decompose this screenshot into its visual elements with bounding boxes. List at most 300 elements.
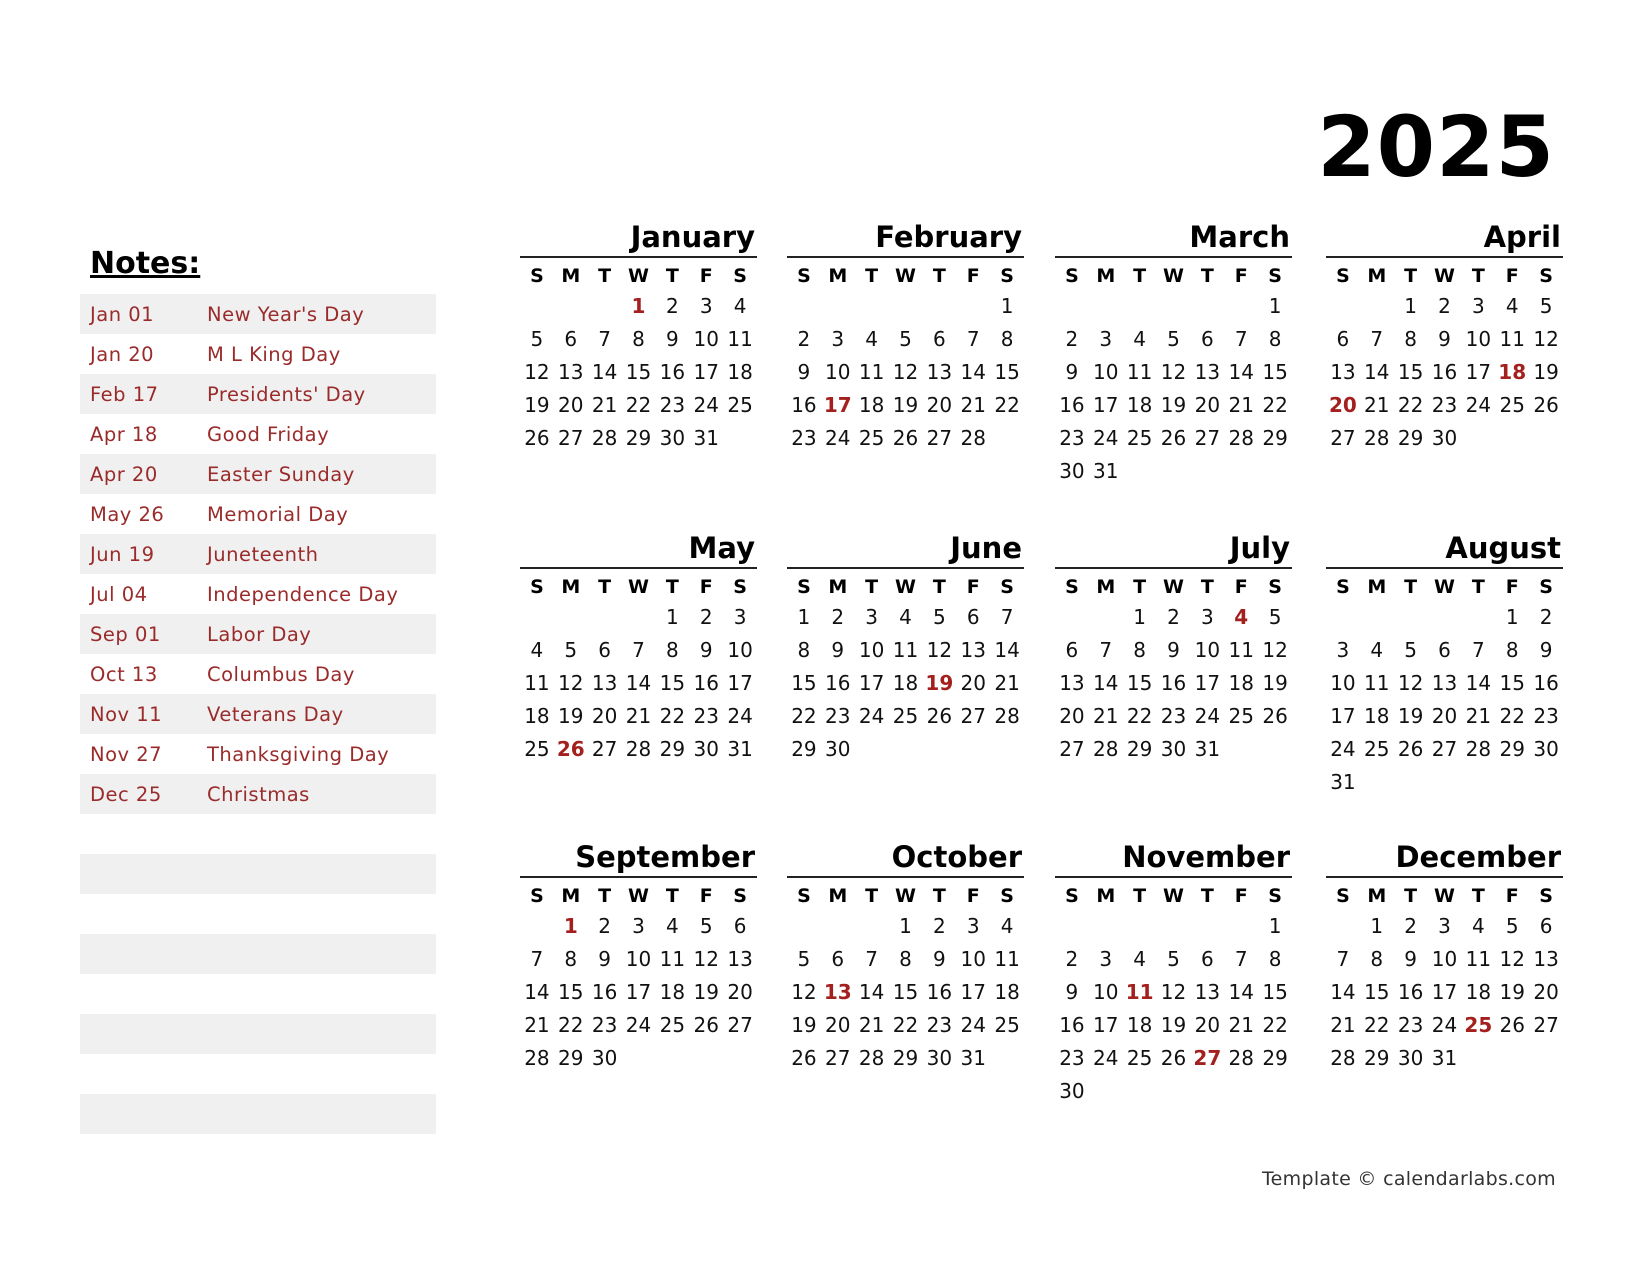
holiday-note-row (80, 494, 436, 534)
day-cell: 10 (1093, 360, 1119, 384)
empty-day (520, 601, 554, 634)
day-cell: 18 (1126, 1013, 1153, 1037)
month-divider (1326, 876, 1563, 878)
weekday-header: T (1200, 885, 1214, 907)
month-divider (1055, 876, 1292, 878)
day-cell: 23 (591, 1013, 618, 1037)
weekday-header: S (733, 576, 747, 598)
day-cell: 17 (858, 671, 885, 695)
empty-day (1089, 601, 1123, 634)
day-cell: 5 (932, 605, 946, 629)
day-cell: 2 (1404, 914, 1417, 938)
day-cell: 3 (1099, 947, 1113, 971)
weekday-header: T (665, 576, 679, 598)
month-march (1055, 220, 1292, 488)
day-cell: 2 (932, 914, 946, 938)
day-cell: 28 (524, 1046, 550, 1070)
day-cell: 22 (791, 704, 817, 728)
blank-note-row (80, 1094, 436, 1134)
day-cell: 25 (1126, 426, 1153, 450)
blank-note-row (80, 854, 436, 894)
day-cell: 7 (966, 327, 980, 351)
day-cell: 21 (994, 671, 1020, 695)
day-cell: 3 (632, 914, 645, 938)
year-title: 2025 (1317, 98, 1555, 196)
day-cell: 28 (591, 426, 618, 450)
empty-day (520, 290, 554, 323)
notes-title: Notes: (90, 246, 201, 281)
weekday-header: T (665, 265, 679, 287)
day-cell: 19 (1397, 704, 1424, 728)
weekday-header: S (797, 885, 811, 907)
weekday-header: S (1268, 576, 1282, 598)
day-cell: 13 (926, 360, 953, 384)
weekday-header: W (1163, 265, 1184, 287)
day-cell: 28 (960, 426, 986, 450)
holiday-day: 17 (823, 393, 852, 417)
day-cell: 25 (994, 1013, 1020, 1037)
day-cell: 20 (1194, 393, 1221, 417)
day-cell: 15 (1364, 980, 1390, 1004)
day-cell: 5 (1505, 914, 1519, 938)
weekday-header: W (628, 265, 649, 287)
holiday-name: M L King Day (207, 342, 341, 366)
holiday-note-row (80, 614, 436, 654)
day-cell: 8 (1133, 638, 1146, 662)
holiday-note-row (80, 454, 436, 494)
holiday-note-row (80, 654, 436, 694)
day-grid (1326, 573, 1563, 799)
weekday-header: W (1434, 885, 1455, 907)
day-cell: 4 (1370, 638, 1384, 662)
day-cell: 9 (598, 947, 611, 971)
day-cell: 15 (558, 980, 584, 1004)
day-cell: 20 (591, 704, 618, 728)
day-cell: 19 (1533, 360, 1559, 384)
weekday-header: W (1434, 576, 1455, 598)
month-name: July (1229, 531, 1290, 565)
day-cell: 7 (865, 947, 878, 971)
month-name: August (1445, 531, 1561, 565)
day-cell: 16 (659, 360, 686, 384)
day-cell: 25 (1499, 393, 1525, 417)
month-september (520, 840, 757, 1075)
day-cell: 6 (564, 327, 578, 351)
day-cell: 6 (1200, 947, 1214, 971)
day-cell: 19 (558, 704, 584, 728)
month-april (1326, 220, 1563, 455)
day-cell: 11 (858, 360, 885, 384)
day-cell: 2 (1539, 605, 1553, 629)
day-cell: 19 (524, 393, 550, 417)
empty-day (554, 290, 588, 323)
weekday-header: W (895, 885, 916, 907)
day-cell: 8 (1268, 327, 1282, 351)
day-cell: 16 (791, 393, 817, 417)
blank-note-row (80, 934, 436, 974)
weekday-header: M (1367, 265, 1387, 287)
weekday-header: S (1336, 885, 1350, 907)
holiday-note-row (80, 414, 436, 454)
day-cell: 24 (727, 704, 753, 728)
day-cell: 2 (699, 605, 713, 629)
day-cell: 2 (831, 605, 845, 629)
empty-day (821, 910, 855, 943)
day-cell: 6 (966, 605, 980, 629)
weekday-header: W (1163, 885, 1184, 907)
day-cell: 5 (1167, 947, 1180, 971)
day-cell: 29 (1364, 1046, 1390, 1070)
holiday-note-row (80, 334, 436, 374)
weekday-header: M (1367, 885, 1387, 907)
month-divider (787, 256, 1024, 258)
day-cell: 24 (858, 704, 885, 728)
day-cell: 25 (727, 393, 753, 417)
day-cell: 29 (625, 426, 652, 450)
month-december (1326, 840, 1563, 1075)
day-cell: 29 (1262, 426, 1288, 450)
empty-day (1055, 601, 1089, 634)
day-cell: 24 (1093, 1046, 1119, 1070)
holiday-day: 26 (556, 737, 585, 761)
day-cell: 16 (1059, 393, 1085, 417)
month-name: October (891, 840, 1022, 874)
day-cell: 12 (1397, 671, 1424, 695)
day-cell: 31 (727, 737, 753, 761)
day-cell: 15 (1397, 360, 1424, 384)
day-cell: 29 (558, 1046, 584, 1070)
holiday-date: Sep 01 (90, 622, 161, 646)
day-cell: 4 (1471, 914, 1485, 938)
holiday-date: Nov 11 (90, 702, 163, 726)
day-cell: 11 (727, 327, 753, 351)
day-cell: 1 (1268, 294, 1282, 318)
day-cell: 8 (632, 327, 645, 351)
holiday-note-row (80, 774, 436, 814)
day-cell: 19 (892, 393, 919, 417)
day-cell: 5 (797, 947, 811, 971)
day-cell: 12 (1499, 947, 1525, 971)
day-cell: 6 (831, 947, 845, 971)
day-cell: 30 (1397, 1046, 1424, 1070)
day-cell: 13 (1194, 980, 1221, 1004)
day-cell: 9 (831, 638, 845, 662)
day-cell: 5 (1167, 327, 1180, 351)
day-cell: 17 (1431, 980, 1458, 1004)
blank-note-row (80, 894, 436, 934)
day-cell: 22 (659, 704, 686, 728)
day-cell: 12 (926, 638, 953, 662)
day-cell: 31 (960, 1046, 986, 1070)
day-cell: 7 (598, 327, 611, 351)
day-cell: 3 (699, 294, 713, 318)
day-cell: 30 (1533, 737, 1559, 761)
day-cell: 3 (1336, 638, 1350, 662)
holiday-note-row (80, 294, 436, 334)
day-cell: 4 (1505, 294, 1519, 318)
day-cell: 20 (1194, 1013, 1221, 1037)
day-cell: 27 (960, 704, 986, 728)
month-name: December (1395, 840, 1561, 874)
holiday-note-row (80, 574, 436, 614)
weekday-header: M (828, 885, 848, 907)
day-cell: 14 (994, 638, 1020, 662)
day-cell: 8 (1268, 947, 1282, 971)
weekday-header: F (1505, 885, 1519, 907)
day-cell: 19 (693, 980, 719, 1004)
day-cell: 22 (625, 393, 652, 417)
day-cell: 13 (960, 638, 986, 662)
day-cell: 24 (1431, 1013, 1458, 1037)
day-cell: 18 (1364, 704, 1390, 728)
day-cell: 6 (932, 327, 946, 351)
empty-day (1224, 910, 1258, 943)
day-cell: 17 (960, 980, 986, 1004)
weekday-header: W (895, 265, 916, 287)
day-cell: 19 (1262, 671, 1288, 695)
day-cell: 27 (591, 737, 618, 761)
weekday-header: W (628, 576, 649, 598)
day-cell: 22 (994, 393, 1020, 417)
day-cell: 10 (727, 638, 753, 662)
holiday-name: Independence Day (207, 582, 399, 606)
empty-day (1157, 910, 1191, 943)
empty-day (622, 601, 656, 634)
day-grid (1055, 573, 1292, 766)
holiday-name: Memorial Day (207, 502, 349, 526)
day-cell: 16 (1059, 1013, 1085, 1037)
month-february (787, 220, 1024, 455)
weekday-header: W (1434, 265, 1455, 287)
day-cell: 28 (1465, 737, 1492, 761)
day-cell: 20 (558, 393, 584, 417)
day-cell: 20 (1533, 980, 1559, 1004)
day-cell: 11 (1228, 638, 1254, 662)
day-cell: 14 (1364, 360, 1390, 384)
day-cell: 21 (591, 393, 618, 417)
day-cell: 27 (558, 426, 584, 450)
day-cell: 20 (1059, 704, 1085, 728)
day-cell: 9 (1539, 638, 1553, 662)
day-cell: 13 (558, 360, 584, 384)
day-cell: 15 (791, 671, 817, 695)
day-cell: 24 (960, 1013, 986, 1037)
day-cell: 24 (825, 426, 851, 450)
weekday-header: M (1096, 265, 1116, 287)
day-cell: 9 (1167, 638, 1180, 662)
day-cell: 3 (865, 605, 878, 629)
day-cell: 2 (598, 914, 611, 938)
day-cell: 26 (524, 426, 550, 450)
day-cell: 23 (926, 1013, 953, 1037)
day-cell: 19 (791, 1013, 817, 1037)
day-cell: 10 (1330, 671, 1356, 695)
holiday-day: 18 (1498, 360, 1527, 384)
day-cell: 23 (1533, 704, 1559, 728)
empty-day (1224, 290, 1258, 323)
day-grid (1055, 262, 1292, 488)
day-cell: 22 (1364, 1013, 1390, 1037)
day-cell: 13 (1059, 671, 1085, 695)
weekday-header: M (1096, 576, 1116, 598)
day-cell: 20 (727, 980, 753, 1004)
day-cell: 18 (1126, 393, 1153, 417)
day-cell: 18 (524, 704, 550, 728)
day-cell: 24 (625, 1013, 652, 1037)
holiday-day: 13 (823, 980, 852, 1004)
day-cell: 27 (926, 426, 953, 450)
month-divider (520, 567, 757, 569)
day-cell: 6 (733, 914, 747, 938)
weekday-header: M (828, 576, 848, 598)
day-cell: 27 (1059, 737, 1085, 761)
blank-note-row (80, 1014, 436, 1054)
holiday-name: Juneteenth (207, 542, 319, 566)
day-cell: 23 (659, 393, 686, 417)
day-cell: 7 (1234, 947, 1248, 971)
day-cell: 25 (1126, 1046, 1153, 1070)
empty-day (1326, 910, 1360, 943)
weekday-header: T (1200, 265, 1214, 287)
day-grid (1055, 882, 1292, 1108)
weekday-header: T (1404, 885, 1418, 907)
empty-day (1394, 601, 1428, 634)
day-cell: 12 (524, 360, 550, 384)
weekday-header: F (966, 265, 980, 287)
day-cell: 25 (892, 704, 919, 728)
day-cell: 1 (665, 605, 679, 629)
day-cell: 26 (1160, 426, 1187, 450)
day-cell: 28 (1228, 426, 1254, 450)
month-july (1055, 531, 1292, 766)
day-cell: 11 (524, 671, 550, 695)
empty-day (787, 290, 821, 323)
day-cell: 6 (1200, 327, 1214, 351)
day-cell: 27 (1431, 737, 1458, 761)
day-cell: 12 (1533, 327, 1559, 351)
empty-day (1428, 601, 1462, 634)
holiday-date: Jun 19 (90, 542, 155, 566)
month-name: March (1189, 220, 1290, 254)
day-cell: 14 (524, 980, 550, 1004)
day-cell: 10 (960, 947, 986, 971)
day-cell: 13 (1330, 360, 1356, 384)
day-grid (520, 573, 757, 766)
day-cell: 13 (1431, 671, 1458, 695)
month-divider (1055, 256, 1292, 258)
day-cell: 18 (659, 980, 686, 1004)
holiday-day: 19 (925, 671, 954, 695)
day-cell: 2 (1438, 294, 1451, 318)
holiday-day: 4 (1234, 605, 1249, 629)
day-cell: 21 (1093, 704, 1119, 728)
day-cell: 15 (625, 360, 652, 384)
day-cell: 4 (899, 605, 912, 629)
day-cell: 30 (591, 1046, 618, 1070)
day-cell: 28 (1093, 737, 1119, 761)
day-cell: 7 (1099, 638, 1113, 662)
day-cell: 10 (693, 327, 719, 351)
day-cell: 25 (524, 737, 550, 761)
day-cell: 1 (899, 914, 912, 938)
weekday-header: F (1505, 265, 1519, 287)
month-october (787, 840, 1024, 1075)
day-cell: 14 (858, 980, 885, 1004)
weekday-header: S (1336, 265, 1350, 287)
blank-note-row (80, 814, 436, 854)
day-cell: 4 (530, 638, 544, 662)
day-cell: 3 (1200, 605, 1214, 629)
day-cell: 22 (1262, 393, 1288, 417)
empty-day (554, 601, 588, 634)
weekday-header: M (561, 265, 581, 287)
weekday-header: T (1471, 576, 1485, 598)
day-cell: 24 (1194, 704, 1221, 728)
day-cell: 9 (665, 327, 679, 351)
day-cell: 10 (825, 360, 851, 384)
day-cell: 10 (858, 638, 885, 662)
weekday-header: T (865, 576, 879, 598)
day-cell: 13 (1194, 360, 1221, 384)
weekday-header: T (1133, 265, 1147, 287)
holiday-date: May 26 (90, 502, 165, 526)
day-cell: 25 (659, 1013, 686, 1037)
weekday-header: S (1539, 576, 1553, 598)
day-grid (787, 262, 1024, 455)
day-cell: 27 (1533, 1013, 1559, 1037)
empty-day (1157, 290, 1191, 323)
month-name: June (950, 531, 1022, 565)
holiday-day: 20 (1329, 393, 1357, 417)
day-cell: 28 (1364, 426, 1390, 450)
day-cell: 22 (1397, 393, 1424, 417)
weekday-header: M (1367, 576, 1387, 598)
holiday-name: Christmas (207, 782, 310, 806)
day-cell: 26 (1499, 1013, 1525, 1037)
day-cell: 23 (693, 704, 719, 728)
month-divider (1055, 567, 1292, 569)
day-cell: 15 (1499, 671, 1525, 695)
empty-day (1190, 910, 1224, 943)
weekday-header: F (966, 576, 980, 598)
holiday-name: Veterans Day (207, 702, 344, 726)
day-cell: 10 (1431, 947, 1458, 971)
day-cell: 1 (1505, 605, 1519, 629)
day-cell: 3 (831, 327, 845, 351)
day-cell: 23 (825, 704, 851, 728)
day-cell: 2 (1167, 605, 1180, 629)
month-divider (787, 567, 1024, 569)
day-cell: 22 (1262, 1013, 1288, 1037)
day-cell: 15 (1262, 980, 1288, 1004)
day-cell: 23 (1059, 1046, 1085, 1070)
day-cell: 6 (1539, 914, 1553, 938)
weekday-header: S (1539, 885, 1553, 907)
day-cell: 1 (1268, 914, 1282, 938)
weekday-header: S (530, 885, 544, 907)
day-cell: 3 (1438, 914, 1451, 938)
day-cell: 11 (1499, 327, 1525, 351)
day-cell: 14 (625, 671, 652, 695)
empty-day (1360, 601, 1394, 634)
day-cell: 12 (892, 360, 919, 384)
weekday-header: T (865, 885, 879, 907)
day-cell: 29 (1397, 426, 1424, 450)
day-cell: 9 (1065, 980, 1079, 1004)
weekday-header: S (530, 265, 544, 287)
day-cell: 12 (1160, 360, 1187, 384)
weekday-header: S (1336, 576, 1350, 598)
